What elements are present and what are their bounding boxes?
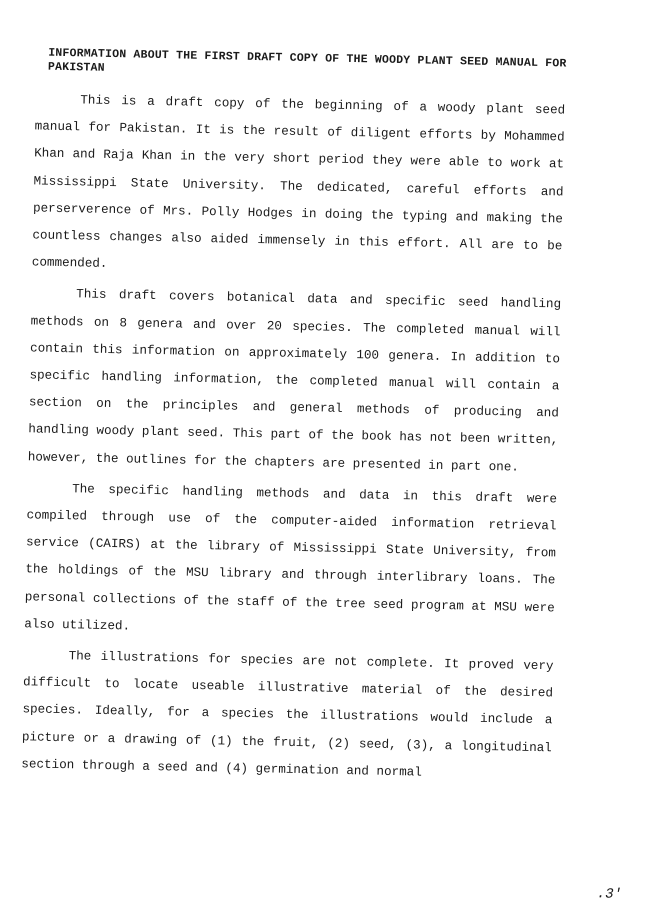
paragraph-3: The specific handling methods and data in this draft were compiled through use of the computer-aided information retrieval service (CAIRS) at the library of Mississippi State University, from the holdings of the MSU library and through interlibrary loans. The personal collections of the staff of the tree seed program at MSU were also utilized. [24,482,558,634]
paragraph-4: The illustrations for species are not complete. It proved very difficult to locate useable illustrative material of the desired species. Ideally, for a species the illustrations would include a picture or a drawing of (1) the fruit, (2) seed, (3), a longitudinal section through a seed and (4) germination and normal [21,649,554,780]
paragraph-2: This draft covers botanical data and specific seed handling methods on 8 genera and over 20 species. The completed manual will contain this information on approximately 100 genera. In addition to specific handling information, the completed manual will contain a section on the principles and general methods of producing and handling woody plant seed. This part of the book has not been written, however, the outlines for the chapters are presented in part one. [27,287,562,475]
page-number: .3' [596,886,623,903]
document-body [21,86,565,793]
paragraph-1: This is a draft copy of the beginning of a woody plant seed manual for Pakistan. It is the result of diligent efforts by Mohammed Khan and Raja Khan in the very short period they were able to work at Mississippi State University. The dedicated, careful efforts and perserverence of Mrs. Polly Hodges in doing the typing and making the countless changes also aided immensely in this effort. All are to be commended. [31,93,566,272]
document-title: INFORMATION ABOUT THE FIRST DRAFT COPY OF THE WOODY PLANT SEED MANUAL FOR PAKISTAN [47,46,567,75]
